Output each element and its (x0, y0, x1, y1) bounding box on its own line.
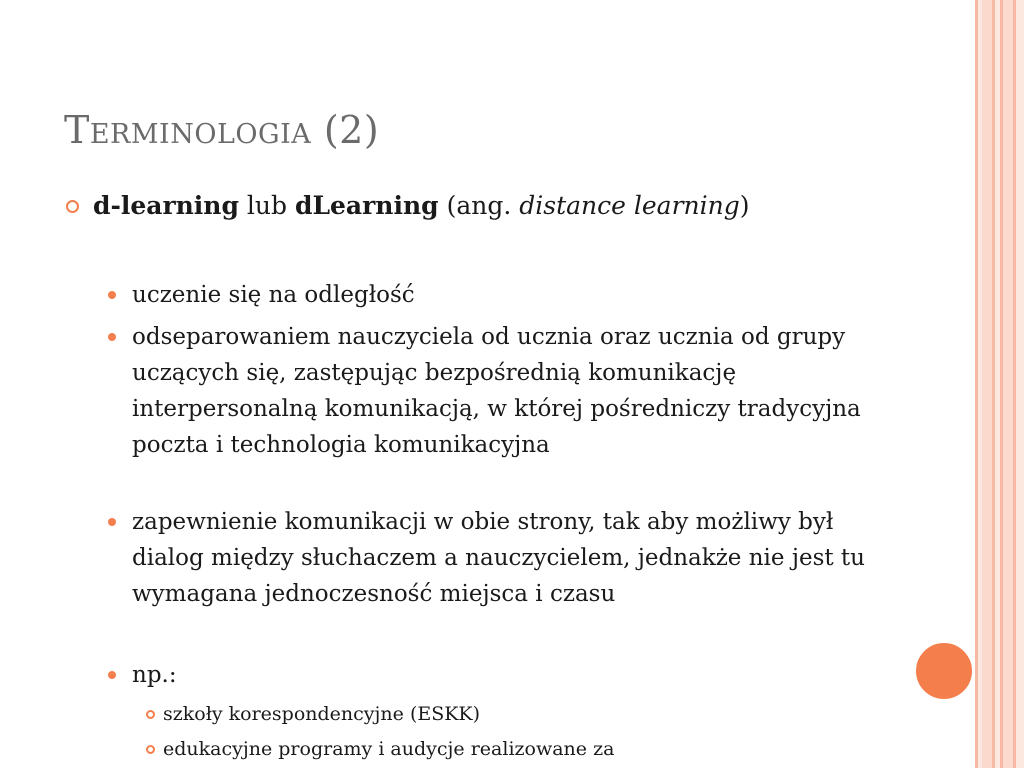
sub-item: uczenie się na odległość (132, 282, 415, 308)
term-d-learning: d-learning (93, 191, 239, 220)
dot-bullet-icon (108, 518, 116, 526)
ring-bullet-icon (66, 200, 79, 213)
term-translation: distance learning (519, 191, 740, 220)
ring-bullet-icon (146, 710, 155, 719)
dot-bullet-icon (108, 671, 116, 679)
example-item: szkoły korespondencyjne (ESKK) (163, 703, 481, 725)
bullet-dlearning (93, 188, 813, 224)
example-item: edukacyjne programy i audycje realizowane za (163, 738, 615, 760)
slide-title: Terminologia (2) (64, 108, 380, 152)
paren-open-text: (ang. (438, 191, 520, 220)
decorative-stripes (975, 0, 1024, 768)
ring-bullet-icon (146, 745, 155, 754)
term-dlearning: dLearning (294, 191, 439, 220)
sub-item: zapewnienie komunikacji w obie strony, tak aby możliwy był dialog między słuchaczem a nauczycielem, jednakże nie jest tu wymagana jednoczesność miejsca i czasu (132, 509, 865, 607)
sub-item: odseparowaniem nauczyciela od ucznia oraz ucznia od grupy uczących się, zastępując bezpośrednią komunikację interpersonalną komunikacją, w której pośredniczy tradycyjna poczta i technologia komunikacyjna (132, 324, 861, 458)
dot-bullet-icon (108, 291, 116, 299)
decorative-circle (913, 640, 975, 702)
paren-close-text: ) (739, 191, 750, 220)
connector-text: lub (238, 191, 295, 220)
sub-item: np.: (132, 662, 177, 688)
dot-bullet-icon (108, 333, 116, 341)
